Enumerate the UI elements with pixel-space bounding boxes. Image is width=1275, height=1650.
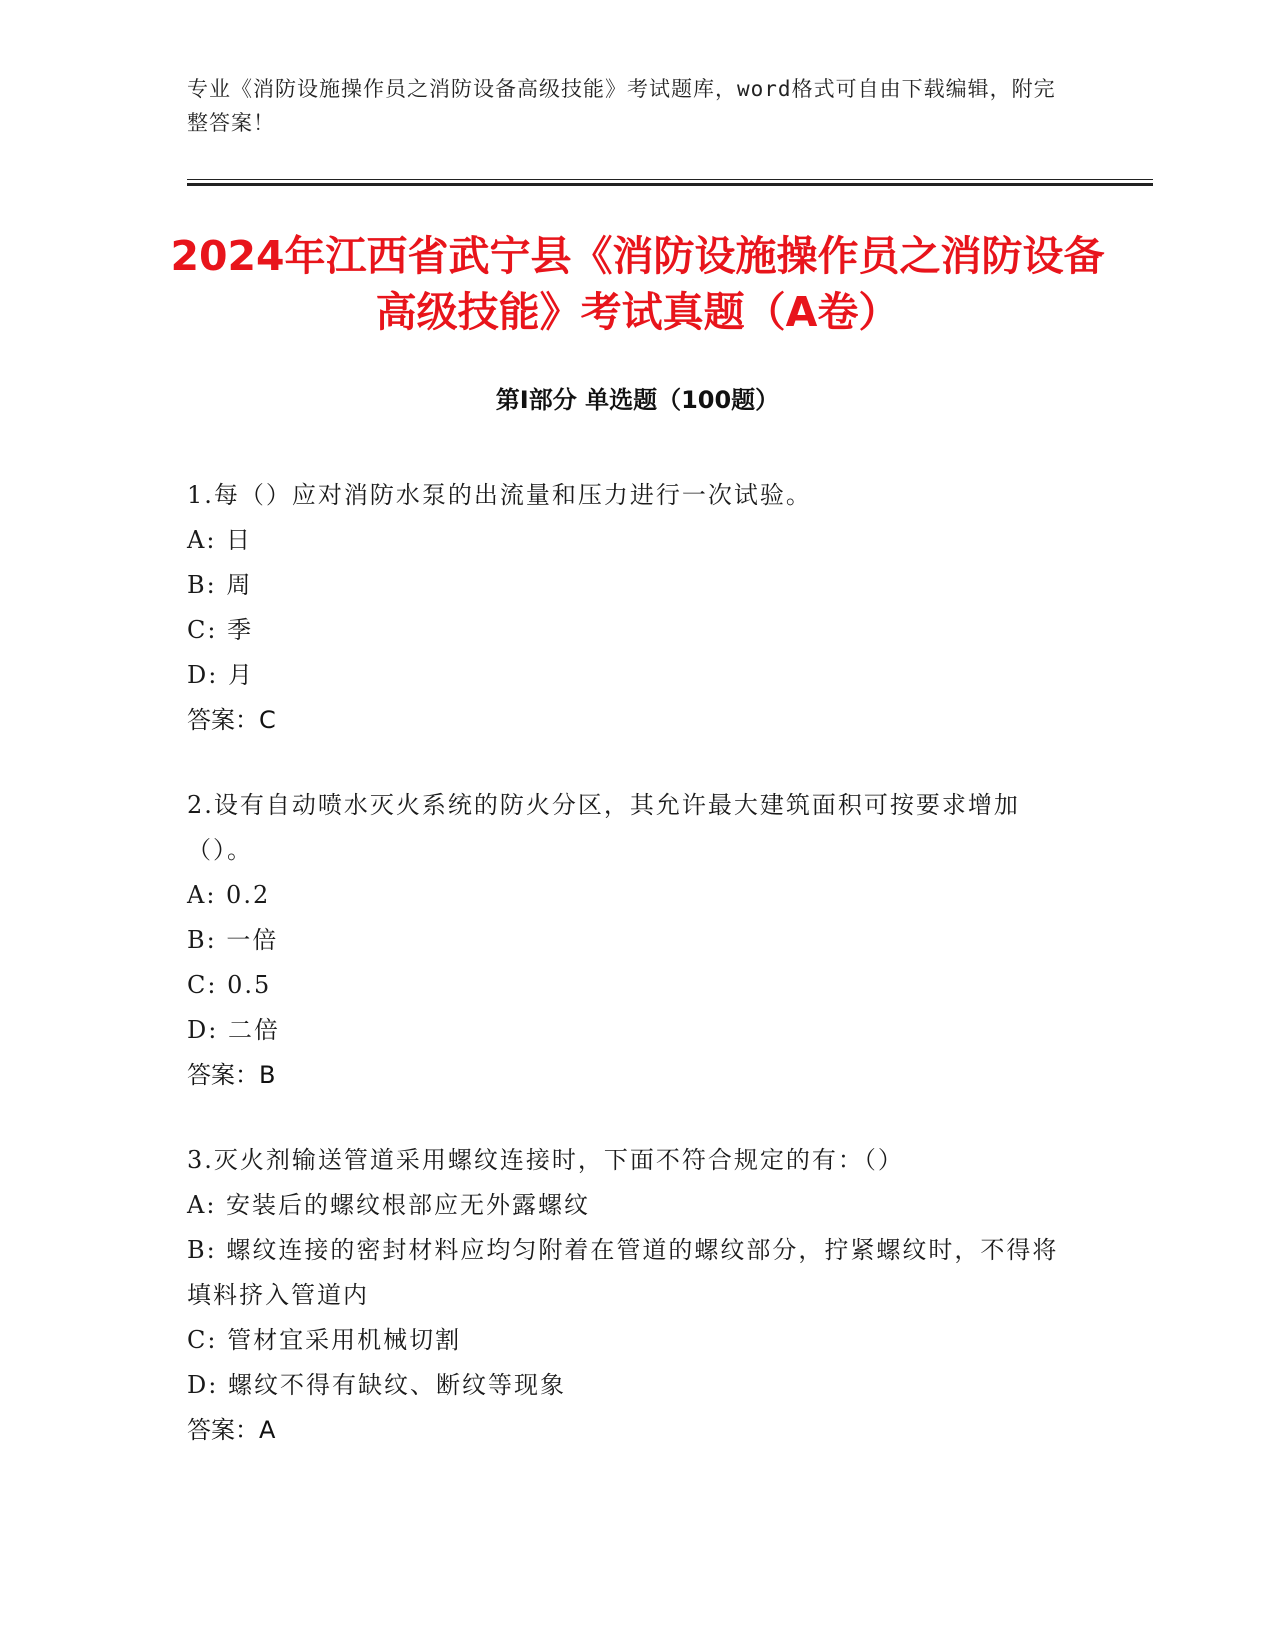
answer: 答案：A (187, 1416, 276, 1444)
option-c: C: 季 (187, 616, 254, 644)
question-2 (187, 783, 1067, 1098)
option-c: C: 管材宜采用机械切割 (187, 1326, 462, 1354)
question-list (187, 473, 1067, 1493)
option-b: B: 一倍 (187, 926, 279, 954)
option-a: A: 日 (187, 526, 253, 554)
option-a: A: 0.2 (187, 881, 271, 909)
option-d: D: 月 (187, 661, 254, 689)
answer: 答案：B (187, 1061, 276, 1089)
option-b: B: 螺纹连接的密封材料应均匀附着在管道的螺纹部分，拧紧螺纹时，不得将填料挤入管道内 (187, 1236, 1059, 1309)
question-stem: 3.灭火剂输送管道采用螺纹连接时，下面不符合规定的有：（） (187, 1146, 904, 1174)
option-a: A: 安装后的螺纹根部应无外露螺纹 (187, 1191, 591, 1219)
document-title: 2024年江西省武宁县《消防设施操作员之消防设备高级技能》考试真题（A卷） (170, 232, 1105, 336)
option-d: D: 螺纹不得有缺纹、断纹等现象 (187, 1371, 566, 1399)
answer: 答案：C (187, 706, 276, 734)
section-title: 第I部分 单选题（100题） (495, 386, 780, 414)
option-b: B: 周 (187, 571, 253, 599)
question-stem: 2.设有自动喷水灭火系统的防火分区，其允许最大建筑面积可按要求增加（）。 (187, 791, 1020, 864)
header-divider-thick (187, 183, 1153, 186)
question-1 (187, 473, 1067, 743)
header-note: 专业《消防设施操作员之消防设备高级技能》考试题库，word格式可自由下载编辑，附完整答案！ (187, 77, 1056, 135)
question-3 (187, 1138, 1067, 1453)
option-c: C: 0.5 (187, 971, 272, 999)
option-d: D: 二倍 (187, 1016, 280, 1044)
header-divider-thin (187, 179, 1153, 180)
question-stem: 1.每（）应对消防水泵的出流量和压力进行一次试验。 (187, 481, 812, 509)
